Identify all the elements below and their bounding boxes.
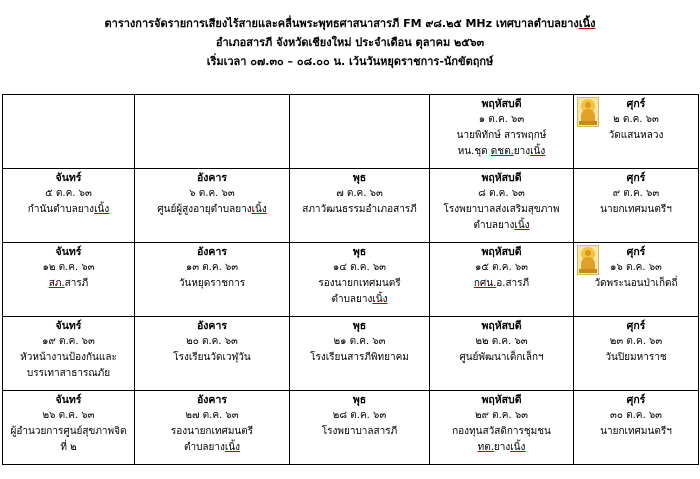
date-label: ๙ ต.ค. ๖๓ <box>612 188 660 199</box>
schedule-cell-thursday <box>430 317 574 391</box>
date-label: ๑๙ ต.ค. ๖๓ <box>42 336 95 347</box>
date-label: ๗ ต.ค. ๖๓ <box>336 188 383 199</box>
day-name: จันทร์ <box>55 172 82 184</box>
day-name: จันทร์ <box>55 246 82 258</box>
document-header <box>0 14 700 71</box>
day-name: อังคาร <box>197 172 227 184</box>
date-label: ๒๑ ต.ค. ๖๓ <box>333 336 386 347</box>
header-line-3: เริ่มเวลา ๐๗.๓๐ – ๐๘.๐๐ น. เว้นวันหยุดราชการ-นักขัตฤกษ์ <box>206 55 494 68</box>
day-name: อังคาร <box>197 246 227 258</box>
program-host: รองนายกเทศมนตรี <box>170 426 254 437</box>
program-host: ศูนย์พัฒนาเด็กเล็กฯ <box>459 352 544 363</box>
date-label: ๑๓ ต.ค. ๖๓ <box>185 262 239 273</box>
day-name: ศุกร์ <box>626 320 646 332</box>
day-name: พฤหัสบดี <box>481 172 522 184</box>
day-name: อังคาร <box>197 320 227 332</box>
day-name: จันทร์ <box>55 394 82 406</box>
header-line-2: อำเภอสารภี จังหวัดเชียงใหม่ ประจำเดือน ตุลาคม ๒๕๖๓ <box>215 36 485 49</box>
program-host: วัดแสนหลวง <box>608 130 664 141</box>
day-name: พฤหัสบดี <box>481 320 522 332</box>
schedule-cell-thursday <box>430 391 574 465</box>
program-host: กองทุนสวัสดิการชุมชน <box>452 426 551 437</box>
date-label: ๒๓ ต.ค. ๖๓ <box>609 336 663 347</box>
buddha-icon <box>577 245 599 275</box>
day-name: พุธ <box>352 320 367 332</box>
schedule-cell-thursday <box>430 95 574 169</box>
day-name: พฤหัสบดี <box>481 98 522 110</box>
day-name: พฤหัสบดี <box>481 246 522 258</box>
date-label: ๒ ต.ค. ๖๓ <box>613 114 659 125</box>
schedule-cell-tuesday <box>135 243 290 317</box>
schedule-cell-friday <box>574 169 699 243</box>
program-host: โรงพยาบาลส่งเสริมสุขภาพ <box>443 204 560 215</box>
buddha-icon <box>577 97 599 127</box>
schedule-cell-monday <box>3 95 135 169</box>
schedule-cell-monday <box>3 243 135 317</box>
program-host: โรงเรียนสารภีพิทยาคม <box>310 352 409 363</box>
schedule-cell-wednesday <box>290 95 430 169</box>
date-label: ๑๕ ต.ค. ๖๓ <box>475 262 528 273</box>
schedule-cell-friday <box>574 95 699 169</box>
program-host: บรรเทาสาธารณภัย <box>26 368 111 379</box>
program-host: สภาวัฒนธรรมอำเภอสารภี <box>302 204 417 215</box>
date-label: ๒๐ ต.ค. ๖๓ <box>186 336 238 347</box>
program-host: ตำบลยางเนิ้ง <box>473 220 530 231</box>
date-label: ๒๗ ต.ค. ๖๓ <box>185 410 239 421</box>
schedule-cell-wednesday <box>290 169 430 243</box>
day-name: ศุกร์ <box>626 172 646 184</box>
program-host: ทต.ยางเนิ้ง <box>477 442 526 453</box>
program-host: ตำบลยางเนิ้ง <box>183 442 241 453</box>
program-host: วันปิยมหาราช <box>605 352 667 363</box>
schedule-cell-tuesday <box>135 391 290 465</box>
table-row <box>3 391 699 465</box>
schedule-cell-monday <box>3 317 135 391</box>
program-host: วัดพระนอนป่าเก็ดถี่ <box>594 278 678 289</box>
day-name: ศุกร์ <box>626 98 646 110</box>
program-host: โรงพยาบาลสารภี <box>321 426 398 437</box>
date-label: ๒๖ ต.ค. ๖๓ <box>42 410 95 421</box>
date-label: ๒๘ ต.ค. ๖๓ <box>332 410 387 421</box>
schedule-cell-monday <box>3 391 135 465</box>
program-host: กศน.อ.สารภี <box>473 278 530 289</box>
date-label: ๘ ต.ค. ๖๓ <box>478 188 525 199</box>
date-label: ๓๐ ต.ค. ๖๓ <box>609 410 663 421</box>
day-name: พุธ <box>352 172 367 184</box>
date-label: ๒๙ ต.ค. ๖๓ <box>475 410 528 421</box>
date-label: ๖ ต.ค. ๖๓ <box>189 188 235 199</box>
table-row <box>3 169 699 243</box>
program-host: หัวหน้างานป้องกันและ <box>20 352 117 363</box>
day-name: พุธ <box>352 394 367 406</box>
day-name: พฤหัสบดี <box>481 394 522 406</box>
schedule-cell-tuesday <box>135 317 290 391</box>
program-host: นายกเทศมนตรีฯ <box>600 204 672 215</box>
program-host: ตำบลยางเนิ้ง <box>331 294 388 305</box>
schedule-cell-friday <box>574 317 699 391</box>
day-name: ศุกร์ <box>626 246 646 258</box>
table-row <box>3 317 699 391</box>
date-label: ๑๔ ต.ค. ๖๓ <box>333 262 386 273</box>
program-host: ผู้อำนวยการศูนย์สุขภาพจิต <box>10 426 127 437</box>
date-label: ๑๖ ต.ค. ๖๓ <box>610 262 662 273</box>
date-label: ๕ ต.ค. ๖๓ <box>45 188 92 199</box>
table-row <box>3 95 699 169</box>
schedule-cell-tuesday <box>135 95 290 169</box>
program-host: วันหยุดราชการ <box>178 278 246 289</box>
program-host: ศูนย์ผู้สูงอายุตำบลยางเนิ้ง <box>157 204 267 215</box>
header-line-1: ตารางการจัดรายการเสียงไร้สายและคลื่นพระพุทธศาสนาสารภี FM ๙๘.๒๕ MHz เทศบาลตำบลยางเนิ้ง <box>104 17 596 30</box>
date-label: ๑๒ ต.ค. ๖๓ <box>42 262 95 273</box>
schedule-cell-friday <box>574 243 699 317</box>
schedule-cell-friday <box>574 391 699 465</box>
day-name: ศุกร์ <box>626 394 646 406</box>
program-host: โรงเรียนวัดเวฬุวัน <box>173 352 251 363</box>
schedule-cell-wednesday <box>290 317 430 391</box>
date-label: ๑ ต.ค. ๖๓ <box>478 114 525 125</box>
schedule-cell-thursday <box>430 169 574 243</box>
schedule-cell-wednesday <box>290 391 430 465</box>
schedule-table <box>2 94 699 465</box>
date-label: ๒๒ ต.ค. ๖๓ <box>475 336 528 347</box>
program-host: กำนันตำบลยางเนิ้ง <box>27 204 110 215</box>
day-name: อังคาร <box>197 394 227 406</box>
schedule-cell-tuesday <box>135 169 290 243</box>
program-host: นายพิทักษ์ สารพฤกษ์ <box>456 130 547 141</box>
program-host: รองนายกเทศมนตรี <box>318 278 401 289</box>
program-host: ที่ ๒ <box>60 442 77 453</box>
schedule-cell-wednesday <box>290 243 430 317</box>
day-name: พุธ <box>352 246 367 258</box>
program-host: นายกเทศมนตรีฯ <box>600 426 672 437</box>
day-name: จันทร์ <box>55 320 82 332</box>
schedule-cell-monday <box>3 169 135 243</box>
program-host: สภ.สารภี <box>48 278 89 289</box>
schedule-cell-thursday <box>430 243 574 317</box>
program-host: หน.ชุด ดชต.ยางเนิ้ง <box>457 146 546 157</box>
table-row <box>3 243 699 317</box>
